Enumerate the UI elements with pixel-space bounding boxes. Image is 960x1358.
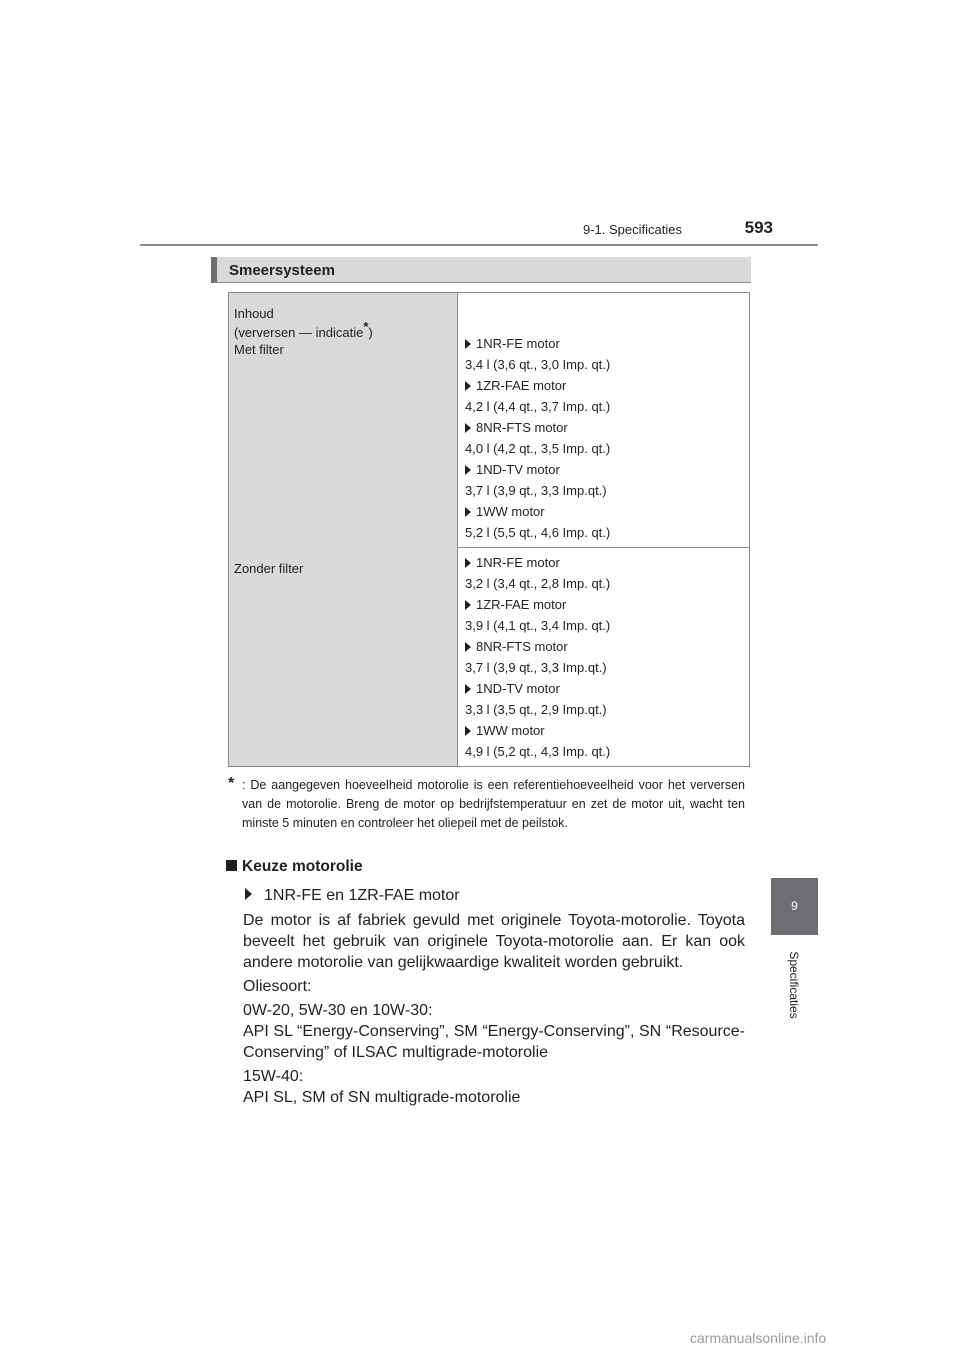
section-header: 9-1. Specificaties bbox=[583, 222, 682, 237]
list-item: 1ND-TV motor bbox=[465, 459, 735, 480]
list-item: 3,3 l (3,5 qt., 2,9 Imp.qt.) bbox=[465, 702, 607, 717]
grade2-label: 15W-40: bbox=[243, 1068, 304, 1085]
list-item: 4,0 l (4,2 qt., 3,5 Imp. qt.) bbox=[465, 441, 611, 456]
oil-paragraph: De motor is af fabriek gevuld met originele Toyota-motorolie. Toyota beveelt het gebruik van originele Toyota-motorolie aan. Er kan ook andere motorolie van gelijkwaardige kwaliteit worden gebruikt. bbox=[243, 912, 745, 971]
list-item: 1NR-FE motor bbox=[465, 333, 735, 354]
chapter-label: Specificaties bbox=[787, 951, 801, 1019]
footnote-text: : De aangegeven hoeveelheid motorolie is een referentiehoeveelheid voor het verversen van de motorolie. Breng de motor op bedrijfstemperatuur en zet de motor uit, wacht ten minste 5 minuten en controleer het oliepeil met de peilstok. bbox=[242, 778, 745, 830]
list-item: 1ND-TV motor bbox=[465, 678, 735, 699]
row-label-without-filter: Zonder filter bbox=[234, 561, 304, 576]
arrow-right-icon bbox=[465, 423, 471, 433]
arrow-right-icon bbox=[465, 642, 471, 652]
footnote-marker: * bbox=[228, 775, 235, 792]
arrow-right-icon bbox=[465, 684, 471, 694]
arrow-right-icon bbox=[465, 507, 471, 517]
page-number: 593 bbox=[744, 218, 773, 237]
arrow-right-icon bbox=[465, 339, 471, 349]
engine-bullet bbox=[245, 885, 747, 906]
list-item: 8NR-FTS motor bbox=[465, 417, 735, 438]
spec-table bbox=[228, 292, 750, 767]
subsection-heading bbox=[226, 858, 363, 876]
list-item: 8NR-FTS motor bbox=[465, 636, 735, 657]
list-item: 3,7 l (3,9 qt., 3,3 Imp.qt.) bbox=[465, 483, 607, 498]
list-item: 1WW motor bbox=[465, 501, 735, 522]
list-item: 1NR-FE motor bbox=[465, 552, 735, 573]
arrow-right-icon bbox=[465, 558, 471, 568]
watermark: carmanualsonline.info bbox=[690, 1330, 827, 1346]
header-rule bbox=[140, 244, 818, 246]
arrow-right-icon bbox=[245, 888, 252, 900]
table-divider bbox=[458, 547, 749, 548]
without-filter-group bbox=[465, 552, 735, 762]
list-item: 3,7 l (3,9 qt., 3,3 Imp.qt.) bbox=[465, 660, 607, 675]
list-item: 1ZR-FAE motor bbox=[465, 594, 735, 615]
list-item: 1WW motor bbox=[465, 720, 735, 741]
footnote bbox=[228, 776, 745, 833]
square-bullet-icon bbox=[226, 860, 237, 871]
subsection-title: Keuze motorolie bbox=[242, 858, 363, 875]
arrow-right-icon bbox=[465, 465, 471, 475]
grade1-label: 0W-20, 5W-30 en 10W-30: bbox=[243, 1002, 433, 1019]
list-item: 3,9 l (4,1 qt., 3,4 Imp. qt.) bbox=[465, 618, 611, 633]
arrow-right-icon bbox=[465, 381, 471, 391]
list-item: 4,2 l (4,4 qt., 3,7 Imp. qt.) bbox=[465, 399, 611, 414]
row-label-indicatie: (verversen — indicatie*) bbox=[234, 318, 373, 340]
table-value-column bbox=[458, 293, 749, 766]
oil-type-label: Oliesoort: bbox=[243, 978, 312, 995]
arrow-right-icon bbox=[465, 600, 471, 610]
footnote-star: * bbox=[363, 318, 369, 334]
row-label-inhoud: Inhoud bbox=[234, 306, 274, 321]
section-title: Smeersysteem bbox=[229, 262, 335, 279]
list-item: 4,9 l (5,2 qt., 4,3 Imp. qt.) bbox=[465, 744, 611, 759]
arrow-right-icon bbox=[465, 726, 471, 736]
list-item: 1ZR-FAE motor bbox=[465, 375, 735, 396]
section-title-bar bbox=[211, 257, 751, 283]
grade1-text: API SL “Energy-Conserving”, SM “Energy-Conserving”, SN “Resource-Conserving” of ILSAC multigrade-motorolie bbox=[243, 1023, 745, 1061]
bullet-text: 1NR-FE en 1ZR-FAE motor bbox=[264, 887, 460, 904]
list-item: 3,4 l (3,6 qt., 3,0 Imp. qt.) bbox=[465, 357, 611, 372]
chapter-tab: 9 bbox=[771, 878, 818, 935]
row-label-with-filter: Met filter bbox=[234, 342, 284, 357]
table-label-column bbox=[229, 293, 458, 766]
with-filter-group bbox=[465, 333, 735, 543]
list-item: 3,2 l (3,4 qt., 2,8 Imp. qt.) bbox=[465, 576, 611, 591]
list-item: 5,2 l (5,5 qt., 4,6 Imp. qt.) bbox=[465, 525, 611, 540]
grade2-text: API SL, SM of SN multigrade-motorolie bbox=[243, 1089, 521, 1106]
